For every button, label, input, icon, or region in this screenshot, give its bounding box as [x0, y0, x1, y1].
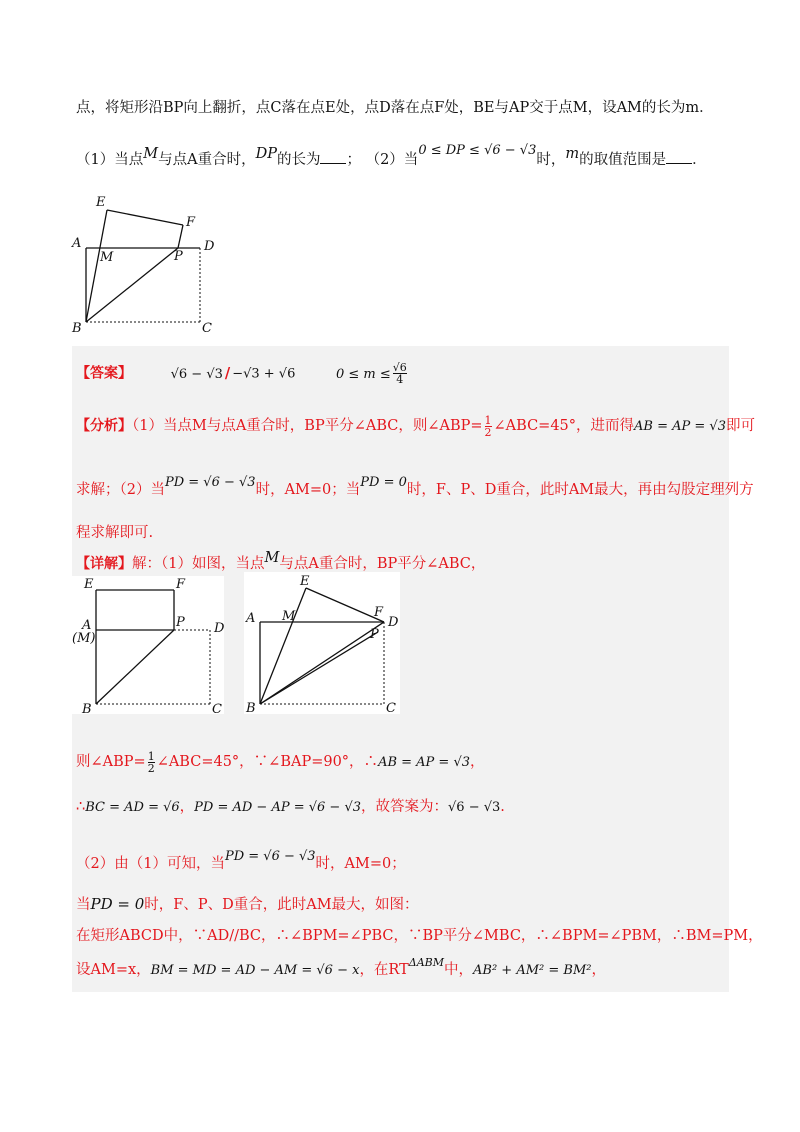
fig2-label-b: B	[246, 701, 256, 714]
detail-l7-eq: BM = MD = AD − AM = √6 − x	[150, 963, 360, 978]
main-label-b: B	[72, 321, 82, 336]
detail-line-3	[76, 795, 505, 816]
detail-half-num: 1	[147, 749, 155, 763]
analysis-tag: 【分析】	[76, 418, 132, 434]
analysis-half	[485, 415, 492, 438]
analysis-line-2	[76, 475, 754, 499]
q1-dp: DP	[255, 146, 277, 162]
detail-half-den: 2	[147, 761, 155, 775]
detail-l3-ans: √6 − √3	[448, 800, 501, 815]
analysis-l2-eq2: PD = 0	[360, 475, 407, 490]
fig1-label-m: (M)	[72, 631, 96, 646]
main-label-a: A	[72, 236, 82, 251]
answer-2-frac	[393, 362, 407, 385]
detail-l3-eq2: PD = AD − AP = √6 − √3	[194, 800, 362, 815]
detail-line-1	[76, 552, 485, 573]
analysis-l1-eq: AB = AP = √3	[634, 419, 726, 434]
analysis-l2c: 时，F、P、D重合，此时AM最大，再由勾股定理列方	[406, 482, 754, 498]
analysis-line-1	[76, 414, 755, 438]
detail-l1-m: M	[264, 550, 280, 566]
analysis-l1c: 即可	[725, 418, 755, 434]
q2-prefix: （2）当	[365, 152, 419, 168]
analysis-line-3: 程求解即可.	[76, 525, 154, 541]
detail-l3a: ∴	[76, 799, 86, 815]
detail-line-4	[76, 849, 406, 873]
q2-suffix: 的取值范围是	[579, 152, 667, 168]
answer-line	[76, 362, 409, 385]
detail-l2b: ∠ABC=45°，∵∠BAP=90°，∴	[156, 754, 379, 770]
fig2-label-e: E	[300, 574, 310, 589]
fig1-label-b: B	[82, 702, 92, 714]
q2-blank	[666, 151, 692, 164]
fig1-label-c: C	[212, 702, 222, 714]
problem-line-1: 点，将矩形沿BP向上翻折，点C落在点E处，点D落在点F处，BE与AP交于点M，设AM的长为m．	[76, 100, 714, 116]
q2-end: ．	[692, 152, 707, 168]
detail-tag: 【详解】	[76, 556, 132, 572]
analysis-half-num: 1	[484, 413, 492, 427]
main-label-m: M	[100, 250, 114, 265]
answer-1-alt: −√3 + √6	[232, 366, 296, 382]
detail-line-5	[76, 893, 419, 914]
analysis-l1a: （1）当点M与点A重合时，BP平分∠ABC，则∠ABP=	[132, 418, 483, 434]
q2-condition: 0 ≤ DP ≤ √6 − √3	[418, 143, 537, 158]
detail-l7d: ，	[591, 962, 606, 978]
figure-1	[72, 576, 224, 714]
analysis-l2a: 求解；（2）当	[76, 482, 165, 498]
analysis-l1b: ∠ABC=45°，进而得	[493, 418, 635, 434]
detail-l7c: 中，	[444, 962, 474, 978]
main-label-f: F	[186, 215, 196, 230]
answer-tag: 【答案】	[76, 365, 132, 382]
fig1-label-p: P	[176, 615, 185, 630]
analysis-half-den: 2	[484, 425, 492, 439]
detail-l5b: 时，F、P、D重合，此时AM最大，如图：	[144, 897, 419, 913]
q1-prefix: （1）当点	[76, 152, 144, 168]
answer-2-den: 4	[396, 373, 404, 386]
fig2-label-m: M	[282, 609, 296, 624]
main-label-c: C	[202, 321, 212, 336]
fig1-label-f: F	[176, 577, 186, 592]
fig1-label-a: A	[82, 618, 92, 633]
detail-l5-eq: PD = 0	[90, 895, 145, 913]
figure-2	[244, 572, 400, 714]
detail-l7a: 设AM=x，	[76, 962, 151, 978]
main-label-p: P	[174, 249, 183, 264]
fig1-label-e: E	[84, 577, 94, 592]
q1-m: M	[143, 146, 159, 162]
detail-line-7	[76, 958, 606, 979]
fig2-label-d: D	[388, 615, 399, 630]
detail-l4-eq: PD = √6 − √3	[224, 849, 316, 864]
detail-l5a: 当	[76, 897, 91, 913]
answer-2-num: √6	[392, 361, 407, 374]
detail-l7-tri: ΔABM	[408, 956, 445, 969]
fig2-label-p: P	[370, 627, 379, 642]
q1-suffix: 的长为	[276, 152, 321, 168]
detail-l1a: 解：（1）如图，当点	[132, 556, 265, 572]
detail-l3d: .	[500, 799, 505, 815]
q2-m: m	[565, 146, 580, 162]
detail-l7-eq2: AB² + AM² = BM²	[473, 963, 592, 978]
detail-l7b: ，在RT	[359, 962, 409, 978]
detail-line-2	[76, 750, 485, 774]
detail-l2c: ，	[470, 754, 485, 770]
detail-line-6: 在矩形ABCD中，∵AD//BC，∴∠BPM=∠PBC，∵BP平分∠MBC，∴∠BPM=∠PBM，∴BM=PM，	[76, 928, 763, 944]
fig1-label-d: D	[214, 621, 224, 636]
detail-l2a: 则∠ABP=	[76, 754, 146, 770]
q1-sep: ；	[346, 152, 361, 168]
detail-l4b: 时，AM=0；	[315, 856, 406, 872]
detail-l1b: 与点A重合时，BP平分∠ABC，	[279, 556, 486, 572]
answer-1: √6 − √3	[170, 366, 223, 382]
fig2-label-a: A	[246, 611, 256, 626]
detail-half	[148, 751, 155, 774]
answer-slash: /	[224, 364, 231, 382]
answer-2-left: 0 ≤ m ≤	[335, 366, 391, 382]
problem-questions	[76, 143, 707, 169]
detail-l3-eq1: BC = AD = √6	[85, 800, 180, 815]
q1-mid: 与点A重合时，	[158, 152, 256, 168]
analysis-l2-eq1: PD = √6 − √3	[164, 475, 256, 490]
fig2-label-c: C	[386, 701, 396, 714]
main-label-e: E	[96, 195, 106, 210]
fig2-label-f: F	[374, 605, 384, 620]
q1-blank	[320, 151, 346, 164]
detail-l3b: ，	[179, 799, 195, 815]
detail-l2-eq: AB = AP = √3	[378, 755, 471, 770]
q2-mid: 时，	[536, 152, 566, 168]
analysis-l2b: 时，AM=0；当	[255, 482, 361, 498]
detail-l3c: ，故答案为：	[361, 799, 449, 815]
detail-l4a: （2）由（1）可知，当	[76, 856, 225, 872]
main-label-d: D	[204, 239, 215, 254]
main-figure	[66, 190, 226, 340]
